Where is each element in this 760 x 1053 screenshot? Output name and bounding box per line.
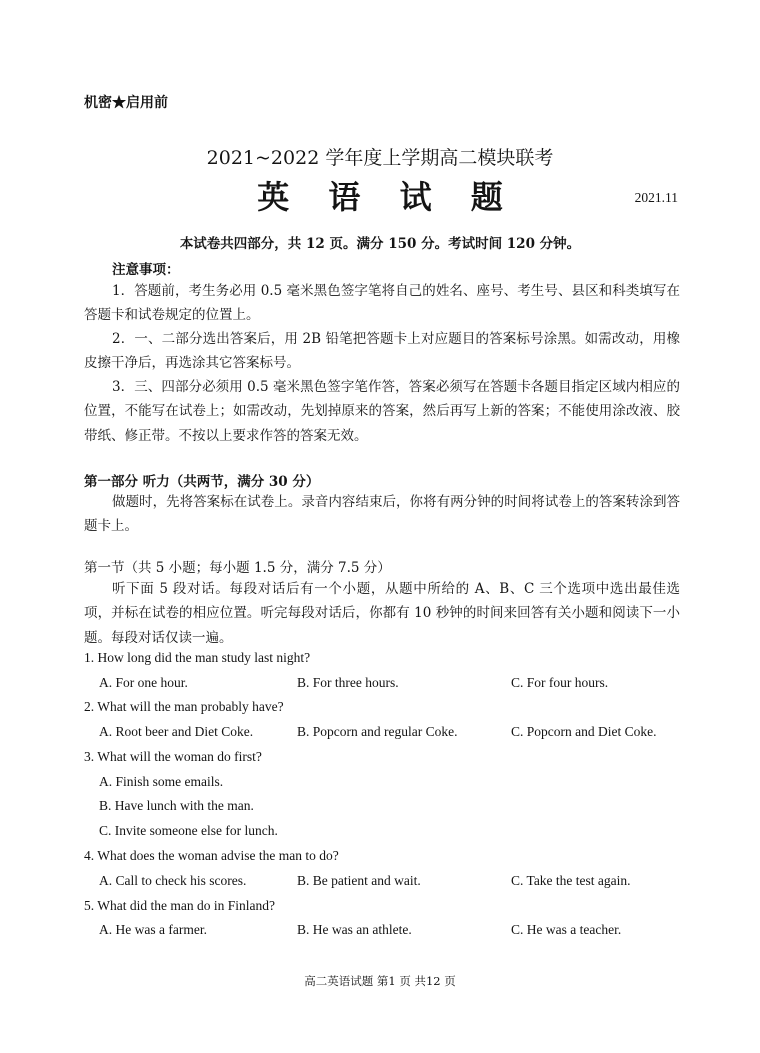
- question-5-option-a: A. He was a farmer.: [99, 922, 207, 937]
- question-3-option-a: A. Finish some emails.: [99, 774, 224, 789]
- confidential-label: 机密★启用前: [84, 95, 168, 111]
- exam-title: 2021~2022 学年度上学期高二模块联考: [206, 147, 554, 169]
- page-footer: 高二英语试题 第1 页 共12 页: [304, 974, 456, 988]
- question-5-option-c: C. He was a teacher.: [511, 922, 622, 937]
- question-1-option-c: C. For four hours.: [511, 675, 609, 690]
- question-2-option-a: A. Root beer and Diet Coke.: [99, 724, 254, 739]
- note-item-3: 3．三、四部分必须用 0.5 毫米黑色签字笔作答，答案必须写在答题卡各题目指定区域内相应的位置，不能写在试卷上；如需改动，先划掉原来的答案，然后再写上新的答案；不能使用涂改液、胶带纸、修正带。不按以上要求作答的答案无效。: [84, 379, 680, 444]
- question-2-option-b: B. Popcorn and regular Coke.: [297, 724, 458, 739]
- note-item-1: 1．答题前，考生务必用 0.5 毫米黑色签字笔将自己的姓名、座号、考生号、县区和科类填写在答题卡和试卷规定的位置上。: [84, 283, 680, 324]
- question-1-option-a: A. For one hour.: [99, 675, 188, 690]
- question-5-stem: 5. What did the man do in Finland?: [84, 898, 275, 913]
- question-3-option-b: B. Have lunch with the man.: [99, 798, 254, 813]
- subject-title: 英 语 试 题: [257, 178, 517, 216]
- question-4-option-b: B. Be patient and wait.: [297, 873, 421, 888]
- question-1-stem: 1. How long did the man study last night?: [84, 650, 311, 665]
- section1-instructions: 听下面 5 段对话。每段对话后有一个小题，从题中所给的 A、B、C 三个选项中选出最佳选项，并标在试卷的相应位置。听完每段对话后，你都有 10 秒钟的时间来回答有关小题和阅读下一小题。每段对话仅读一遍。: [84, 581, 680, 646]
- note-item-2: 2．一、二部分选出答案后，用 2B 铅笔把答题卡上对应题目的答案标号涂黑。如需改动，用橡皮擦干净后，再选涂其它答案标号。: [84, 331, 680, 372]
- section1-title: 第一节（共 5 小题；每小题 1.5 分，满分 7.5 分）: [84, 560, 391, 576]
- notes-title: 注意事项：: [112, 262, 180, 278]
- exam-summary: 本试卷共四部分，共 12 页。满分 150 分。考试时间 120 分钟。: [179, 236, 581, 252]
- question-3-option-c: C. Invite someone else for lunch.: [99, 823, 278, 838]
- question-2-stem: 2. What will the man probably have?: [84, 699, 284, 714]
- exam-date: 2021.11: [634, 190, 678, 205]
- question-4-stem: 4. What does the woman advise the man to do?: [84, 848, 339, 863]
- question-4-option-a: A. Call to check his scores.: [99, 873, 247, 888]
- part1-title: 第一部分 听力（共两节，满分 30 分）: [84, 474, 320, 490]
- question-5-option-b: B. He was an athlete.: [297, 922, 412, 937]
- question-4-option-c: C. Take the test again.: [511, 873, 631, 888]
- question-1-option-b: B. For three hours.: [297, 675, 399, 690]
- part1-instructions: 做题时，先将答案标在试卷上。录音内容结束后，你将有两分钟的时间将试卷上的答案转涂到答题卡上。: [84, 494, 680, 535]
- question-3-stem: 3. What will the woman do first?: [84, 749, 262, 764]
- question-2-option-c: C. Popcorn and Diet Coke.: [511, 724, 657, 739]
